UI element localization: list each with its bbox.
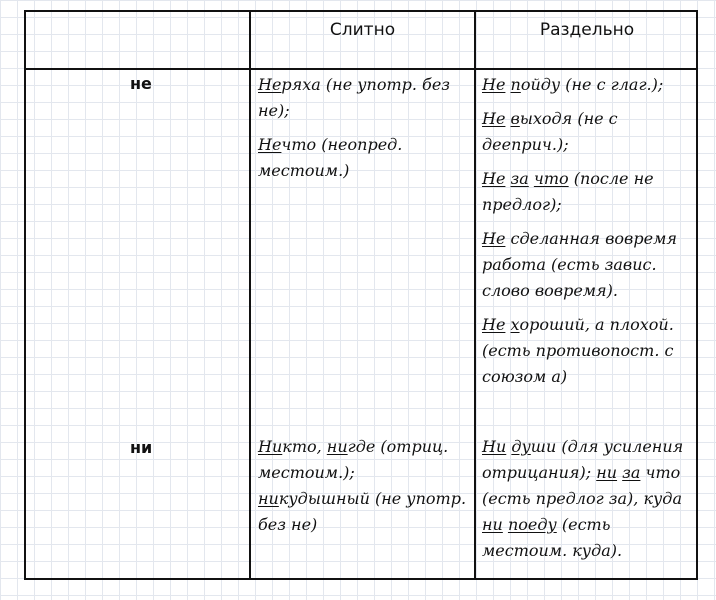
cell-ni-together — [258, 434, 470, 538]
example-ne-pojdu: Не пойду (не с глаг.); — [482, 75, 664, 94]
example-nikto-nigde: Никто, нигде (отриц. местоим.); — [258, 437, 449, 482]
header-divider — [26, 68, 696, 70]
example-ne-sdelannaja: Не сделанная вовремя работа (есть завис. слово вовремя). — [482, 229, 677, 300]
cell-ne-separate — [482, 72, 694, 390]
column-divider-1 — [249, 12, 251, 578]
rules-table — [24, 10, 698, 580]
header-separate: Раздельно — [539, 20, 635, 40]
example-nechto: Нечто (неопред. местоим.) — [258, 135, 403, 180]
example-ni-dushi: Ни души (для усиления отрицания); ни за что (есть предлог за), куда ни поеду (есть местоим. куда). — [482, 437, 684, 560]
row-label-ni: ни — [130, 438, 153, 457]
example-ne-za-chto: Не за что (после не предлог); — [482, 169, 654, 214]
column-divider-2 — [474, 12, 476, 578]
example-nikudyshnyj: никудышный (не употр. без не) — [258, 489, 467, 534]
cell-ne-together — [258, 72, 470, 192]
row-label-ne: не — [130, 74, 152, 93]
cell-ni-separate — [482, 434, 694, 564]
example-nerjaha: Неряха (не употр. без не); — [258, 75, 451, 120]
header-together: Слитно — [329, 20, 396, 40]
example-ne-vyhodja: Не выходя (не с дееприч.); — [482, 109, 618, 154]
example-ne-horoshij: Не хороший, а плохой. (есть противопост. с союзом а) — [482, 315, 674, 386]
